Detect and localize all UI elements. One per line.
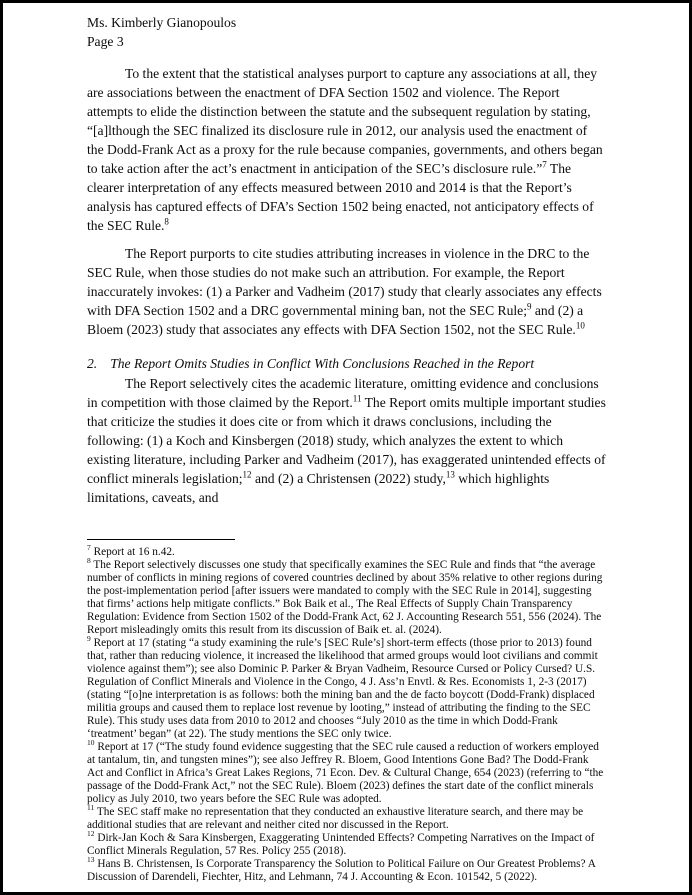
footnote-ref: 8 — [164, 216, 169, 227]
body-paragraph: To the extent that the statistical analyses purport to capture any associations at all, they are associations between the enactment of DFA Section 1502 and violence. The Report attempts to elide the distinction between the statute and the subsequent regulation by stating, “[a]lthough the SEC finalized its disclosure rule in 2012, our analysis used the enactment of the Dodd-Frank Act as a proxy for the rule because companies, governments, and others began to take action after the act’s enactment in anticipation of the SEC’s disclosure rule.”$^7$ The clearer interpretation of any effects measured between 2010 and 2014 is that the Report’s analysis has captured effects of DFA’s Section 1502 being enacted, not anticipatory effects of the SEC Rule.$^8$ — [87, 66, 603, 233]
footnote-number: 11 — [87, 803, 95, 813]
footnote: $^9$ Report at 17 (stating “a study examining the rule’s [SEC Rule’s] short-term effects (those prior to 2013) found that, rather than reducing violence, it increased the likelihood that armed groups would loot civilians and commit violence against them”); see also Dominic P. Parker & Bryan Vadheim, Resource Cursed or Policy Cursed? U.S. Regulation of Conflict Minerals and Violence in the Congo, 4 J. Ass’n Envtl. & Res. Economists 1, 2-3 (2017) (stating “[o]ne interpretation is as follows: both the mining ban and the de facto boycott (Dodd-Frank) displaced militia groups and caused them to replace lost revenue by looting,” instead of attributing the finding to the SEC Rule). This study uses data from 2010 to 2012 and chooses “July 2010 as the time in which Dodd-Frank ‘treatment’ began” (at 22). The study mentions the SEC only twice. — [87, 634, 598, 740]
footnote-number: 10 — [87, 738, 95, 748]
recipient-name: Ms. Kimberly Gianopoulos — [87, 15, 237, 30]
letter-header — [87, 13, 607, 51]
footnote-number: 9 — [87, 634, 91, 644]
footnote: $^{12}$ Dirk-Jan Koch & Sara Kinsbergen, Exaggerating Unintended Effects? Competing Narratives on the Impact of Conflict Minerals Regulation, 57 Res. Policy 255 (2018). — [87, 829, 595, 857]
footnotes-section — [87, 543, 607, 884]
footnote-ref: 12 — [242, 469, 252, 480]
section-heading — [87, 354, 607, 373]
footnote-number: 8 — [87, 556, 91, 566]
footnote-ref: 7 — [542, 159, 547, 170]
letter-body — [87, 64, 607, 507]
section-heading-number: 2. — [87, 356, 98, 371]
body-paragraph: The Report selectively cites the academic literature, omitting evidence and conclusions in competition with those claimed by the Report.$^{11}$ The Report omits multiple important studies that criticize the studies it does cite or from which it draws conclusions, including the following: (1) a Koch and Kinsbergen (2018) study, which analyzes the extent to which existing literature, including Parker and Vadheim (2017), has exaggerated unintended effects of conflict minerals legislation;$^{12}$ and (2) a Christensen (2022) study,$^{13}$ which highlights limitations, caveats, and — [87, 376, 606, 505]
section-heading-text: The Report Omits Studies in Conflict With Conclusions Reached in the Report — [110, 356, 535, 371]
footnote-ref: 10 — [575, 320, 585, 331]
footnote: $^8$ The Report selectively discusses one study that specifically examines the SEC Rule and finds that “the average number of conflicts in mining regions of covered countries declined by about 35% relative to other regions during the post-implementation period [after issuers were mandated to comply with the SEC Rule in 2014], suggesting that firms’ actions help mitigate conflicts.” Bok Baik et al., The Real Effects of Supply Chain Transparency Regulation: Evidence from Section 1502 of the Dodd-Frank Act, 62 J. Accounting Research 551, 556 (2024). The Report misleadingly omits this result from its discussion of Baik et. al. (2024). — [87, 556, 603, 636]
footnote-separator — [87, 539, 235, 540]
page-number: Page 3 — [87, 34, 124, 49]
footnote: $^{11}$ The SEC staff make no representation that they conducted an exhaustive literature search, and there may be additional studies that are relevant and neither cited nor discussed in the Report. — [87, 803, 584, 831]
footnote-number: 7 — [87, 543, 91, 553]
footnote-number: 12 — [87, 829, 95, 839]
body-paragraph: The Report purports to cite studies attributing increases in violence in the DRC to the SEC Rule, when those studies do not make such an attribution. For example, the Report inaccurately invokes: (1) a Parker and Vadheim (2017) study that clearly associates any effects with DFA Section 1502 and a DRC governmental mining ban, not the SEC Rule;$^9$ and (2) a Bloem (2023) study that associates any effects with DFA Section 1502, not the SEC Rule.$^{10}$ — [87, 246, 602, 337]
footnote: $^{10}$ Report at 17 (“The study found evidence suggesting that the SEC rule caused a reduction of workers employed at tantalum, tin, and tungsten mines”); see also Jeffrey R. Bloem, Good Intentions Gone Bad? The Dodd-Frank Act and Conflict in Africa’s Great Lakes Regions, 71 Econ. Dev. & Cultural Change, 654 (2023) (referring to “the passage of the Dodd-Frank Act,” not the SEC Rule). Bloem (2023) defines the start date of the conflict minerals policy as July 2010, two years before the SEC Rule was adopted. — [87, 738, 604, 805]
footnote-ref: 9 — [527, 301, 532, 312]
footnote-ref: 13 — [445, 469, 455, 480]
footnote: $^7$ Report at 16 n.42. — [87, 543, 175, 558]
footnote-number: 13 — [87, 855, 95, 865]
footnote: $^{13}$ Hans B. Christensen, Is Corporate Transparency the Solution to Political Failure on Our Greatest Problems? A Discussion of Darendeli, Fiechter, Hitz, and Lehmann, 74 J. Accounting & Econ. 101542, 5 (2022). — [87, 855, 596, 883]
footnote-ref: 11 — [352, 393, 362, 404]
